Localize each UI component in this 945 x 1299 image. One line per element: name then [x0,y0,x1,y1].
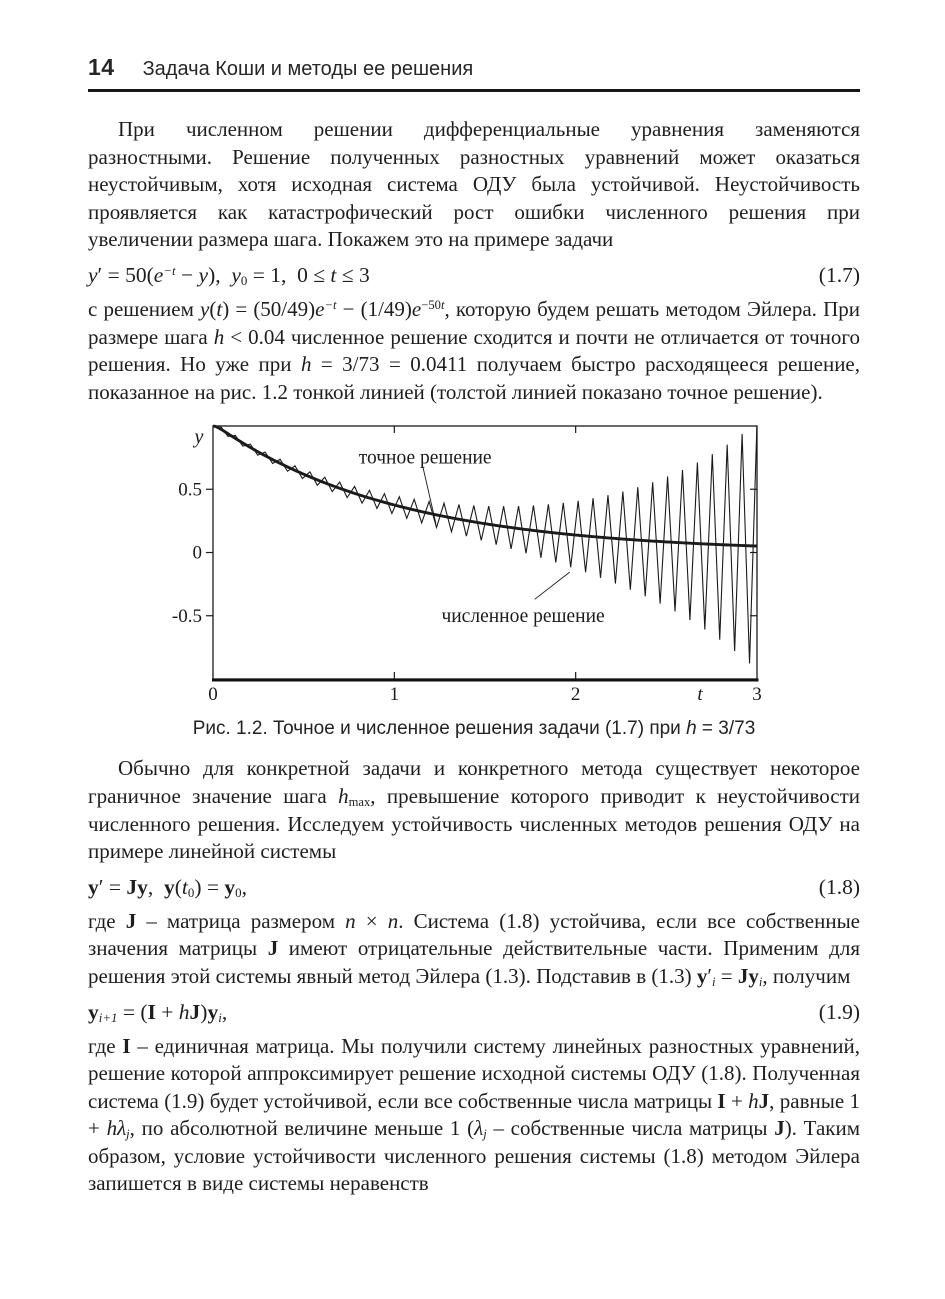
intro-paragraph: При численном решении дифференциальные уравнения заменяются разностными. Решение полученных разностных уравнений может оказаться неустойчивым, хотя исходная система ОДУ была устойчивой. Неустойчивость проявляется как катастрофический рост ошибки численного решения при увеличении размера шага. Покажем это на примере задачи [88,117,860,252]
chapter-title: Задача Коши и методы ее решения [142,58,474,80]
annotation-exact-label: точное решение [358,447,492,469]
x-tick-label: 1 [389,684,400,706]
equation-body: y′ = Jy, $y(t_0) = y_0$, [88,874,247,900]
equation-number: (1.9) [818,999,860,1024]
y-axis-label: y [194,426,204,449]
annotation-numerical-label: численное решение [441,606,605,628]
hmax-paragraph: Обычно для конкретной задачи и конкретного метода существует некоторое граничное значение шага $h_{max}$, превышение которого приводит к неустойчивости численного решения. Исследуем устойчивость численных методов решения ОДУ на примере линейной системы [88,756,860,864]
x-tick-label: 3 [752,684,762,706]
y-tick-label: 0.5 [178,479,202,501]
figure-1-2 [168,416,793,714]
x-tick-label: 2 [570,684,581,706]
equation-body: $y' = 50(e^{-t} - y)$, $y_0 = 1$, 0 ≤ t ≤ 3 [88,262,370,289]
equation-1-9 [88,997,860,1027]
matrix-paragraph: где J – матрица размером n × n. Система (1.8) устойчива, если все собственные значения матрицы J имеют отрицательные действительные части. Применим для решения этой системы явный метод Эйлера (1.3). Подставив в (1.3) $y'_i = Jy_i$, получим [88,908,860,990]
stability-paragraph: где I – единичная матрица. Мы получили систему линейных разностных уравнений, решение которой аппроксимирует решение исходной системы ОДУ (1.8). Полученная система (1.9) будет устойчивой, если все собственные числа матрицы I + hJ, равные $1 + h\lambda_j$, по абсолютной величине меньше 1 ($\lambda_j$ – собственные числа матрицы J). Таким образом, условие устойчивости численного решения системы (1.8) методом Эйлера запишется в виде системы неравенств [88,1033,861,1196]
solution-paragraph: с решением $y(t) = (50/49)e^{-t} - (1/49)e^{-50t}$, которую будем решать методом Эйлера. При размере шага h < 0.04 численное решение сходится и почти не отличается от точного решения. Но уже при h = 3/73 = 0.0411 получаем быстро расходящееся решение, показанное на рис. 1.2 тонкой линией (толстой линией показано точное решение). [88,296,861,404]
y-tick-label: 0 [192,542,202,564]
exact-solution-curve [213,426,757,546]
equation-1-8 [88,872,860,902]
annotation-leader-line [535,572,570,599]
header-rule [88,89,860,92]
x-tick-label: 0 [208,684,218,706]
page-header [88,54,860,81]
equation-body: $y_{i+1} = (I + hJ)y_i$, [88,999,228,1025]
figure-caption: Рис. 1.2. Точное и численное решения задачи (1.7) при h = 3/73 [192,718,756,740]
equation-number: (1.7) [818,262,860,287]
content [88,116,860,1198]
y-tick-label: -0.5 [171,606,202,628]
page-number: 14 [88,54,115,80]
figure-chart [168,416,793,709]
equation-1-7 [88,260,860,290]
equation-number: (1.8) [818,874,860,899]
x-axis-label: t [697,684,703,706]
